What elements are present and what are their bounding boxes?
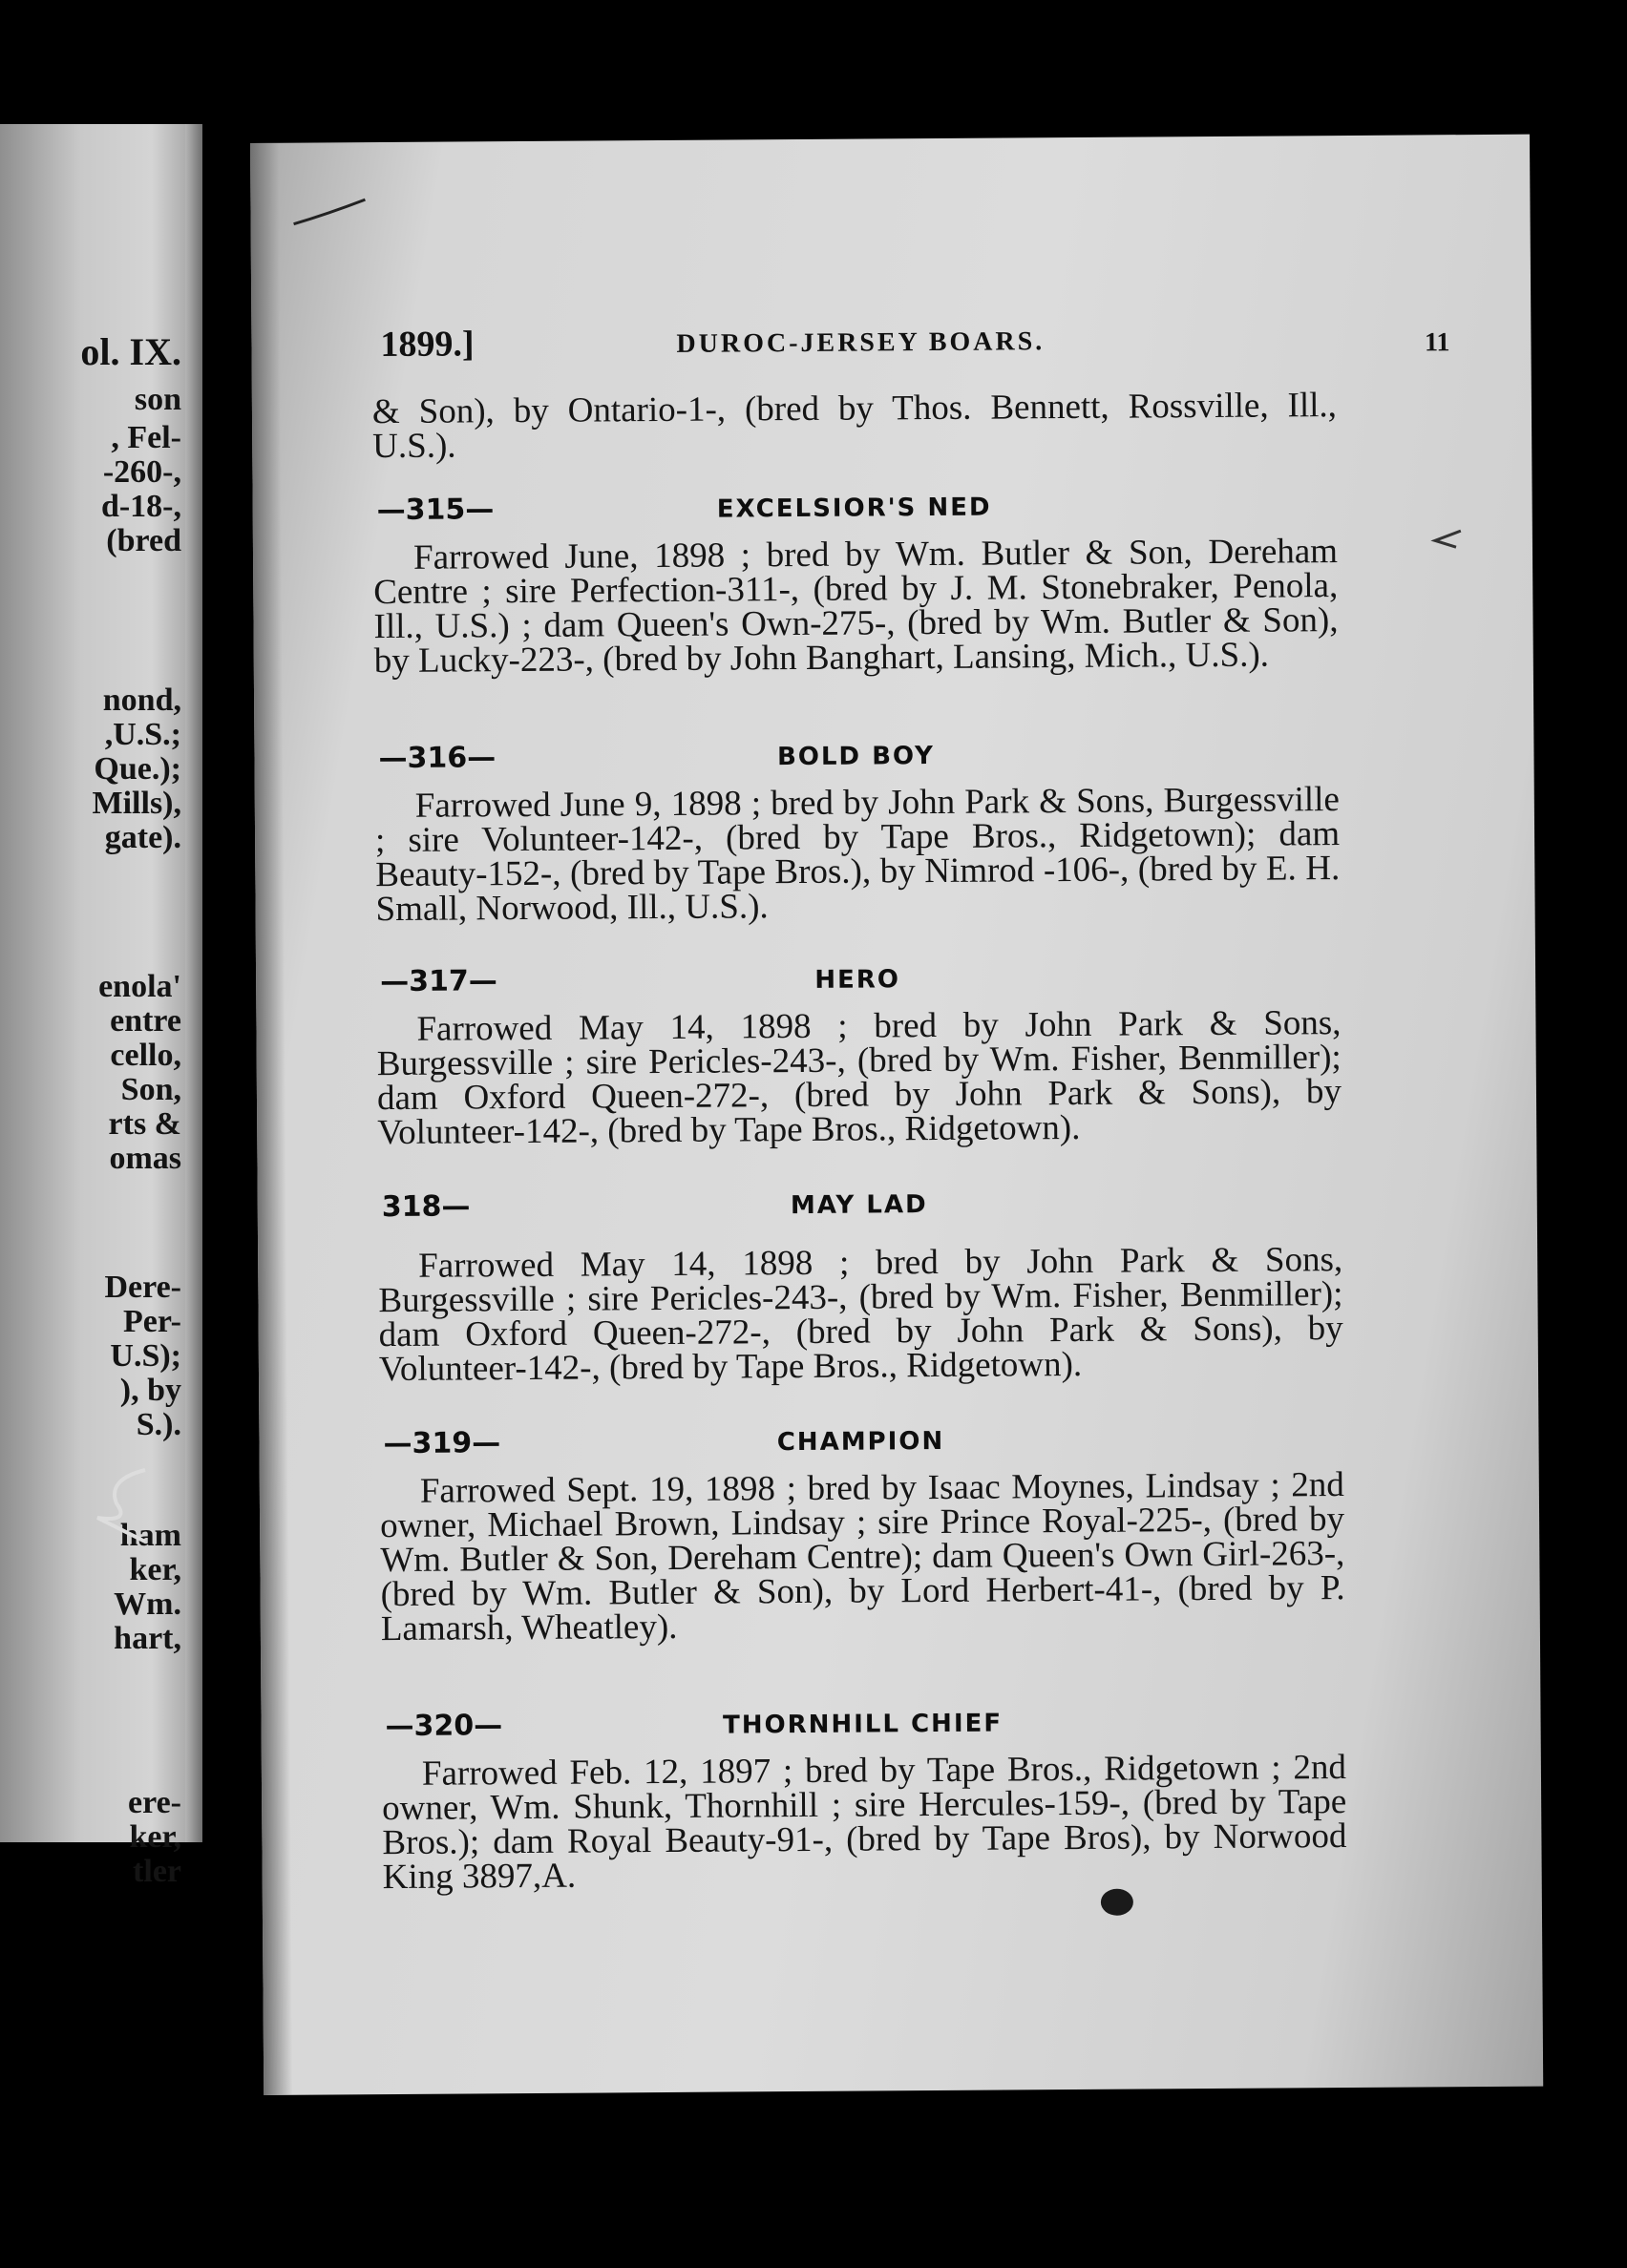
header-year: 1899.]	[380, 324, 475, 366]
entry-heading	[377, 487, 1332, 532]
margin-tick-icon	[1427, 526, 1466, 555]
ink-blot-icon	[1101, 1889, 1133, 1916]
left-fragment: ham	[119, 1518, 181, 1553]
entry-text: Farrowed June, 1898 ; bred by Wm. Butler & Son, Dereham Centre ; sire Perfection-311-, (bred by J. M. Stonebraker, Penola, Ill., U.S.) ; dam Queen's Own-275-, (bred by Wm. Butler & Son), by Lucky-223-, (bred by John Banghart, Lansing, Mich., U.S.).	[373, 532, 1339, 682]
entry-heading	[382, 1184, 1337, 1228]
entry-heading	[378, 735, 1333, 780]
entry-number: —317—	[380, 964, 497, 999]
entry-name: MAY LAD	[790, 1190, 928, 1221]
left-fragment: Son,	[120, 1072, 181, 1107]
left-fragment: Wm.	[114, 1586, 181, 1622]
continuation-text: & Son), by Ontario-1-, (bred by Thos. Bennett, Rossville, Ill., U.S.).	[371, 386, 1338, 467]
margin-squiggle-icon	[88, 1465, 164, 1551]
entry-number: —316—	[378, 741, 497, 776]
left-fragment: ,U.S.;	[104, 717, 181, 752]
left-fragment: rts &	[108, 1106, 181, 1142]
page-number: 11	[1424, 327, 1450, 358]
left-fragment: entre	[110, 1003, 181, 1039]
left-fragment: nond,	[102, 682, 181, 718]
left-fragment: Per-	[122, 1304, 181, 1339]
entry-number: —315—	[376, 493, 495, 528]
entry-heading	[385, 1703, 1340, 1748]
entry-text: Farrowed May 14, 1898 ; bred by John Park & Sons, Burgessville ; sire Pericles-243-, (bred by Wm. Fisher, Benmiller); dam Oxford Queen-272-, (bred by John Park & Sons), by Volunteer-142-, (bred by Tape Bros., Ridgetown).	[378, 1240, 1343, 1390]
left-fragment: Dere-	[104, 1270, 181, 1305]
book-page	[250, 135, 1543, 2095]
entry-name: THORNHILL CHIEF	[722, 1709, 1004, 1740]
left-fragment: ), by	[119, 1373, 181, 1408]
left-fragment: ker,	[129, 1819, 181, 1855]
entry-name: CHAMPION	[776, 1426, 945, 1458]
left-fragment: Mills),	[92, 786, 181, 821]
left-fragment: son	[134, 382, 181, 417]
left-volume-label: ol. IX.	[80, 330, 181, 373]
entry-text: Farrowed June 9, 1898 ; bred by John Park & Sons, Burgessville ; sire Volunteer-142-, (bred by Tape Bros., Ridgetown); dam Beauty-152-, (bred by Tape Bros.), by Nimrod -106-, (bred by E. H. Small, Norwood, Ill., U.S.).	[374, 780, 1341, 930]
left-fragment: tler	[133, 1854, 181, 1889]
left-fragment: gate).	[104, 820, 181, 855]
left-fragment: omas	[109, 1141, 181, 1176]
left-fragment: Que.);	[94, 751, 181, 787]
left-fragment: U.S);	[110, 1338, 181, 1374]
left-fragment: d-18-,	[100, 489, 181, 524]
left-page-fragment	[0, 124, 202, 1889]
entry-text: Farrowed May 14, 1898 ; bred by John Park & Sons, Burgessville ; sire Pericles-243-, (bred by Wm. Fisher, Benmiller); dam Oxford Queen-272-, (bred by John Park & Sons), by Volunteer-142-, (bred by Tape Bros., Ridgetown).	[376, 1003, 1342, 1153]
entry-heading	[383, 1420, 1338, 1465]
left-fragment: enola'	[98, 969, 181, 1004]
page-header	[380, 316, 1449, 371]
left-fragment: -260-,	[102, 454, 181, 490]
left-fragment: ere-	[128, 1785, 181, 1820]
entry-number: 318—	[381, 1189, 471, 1225]
entry-number: —319—	[383, 1426, 501, 1461]
left-fragment: S.).	[136, 1407, 181, 1442]
entry-name: BOLD BOY	[776, 742, 936, 772]
left-fragment: , Fel-	[111, 420, 181, 455]
left-fragment: ker,	[129, 1552, 181, 1587]
book-gutter	[185, 124, 202, 1842]
running-title: DUROC-JERSEY BOARS.	[676, 326, 1046, 359]
pencil-mark-icon	[288, 195, 374, 234]
left-fragment: hart,	[114, 1621, 181, 1656]
left-fragment: (bred	[106, 523, 181, 558]
entry-text: Farrowed Sept. 19, 1898 ; bred by Isaac Moynes, Lindsay ; 2nd owner, Michael Brown, Lindsay ; sire Prince Royal-225-, (bred by Wm. Butler & Son, Dereham Centre); dam Queen's Own Girl-263-, (bred by Wm. Butler & Son), by Lord Herbert-41-, (bred by P. Lamarsh, Wheatley).	[379, 1465, 1345, 1649]
entry-name: EXCELSIOR'S NED	[716, 493, 992, 524]
entry-name: HERO	[814, 965, 901, 995]
entry-number: —320—	[385, 1709, 503, 1744]
page-edge-shadow	[250, 143, 292, 2095]
entry-text: Farrowed Feb. 12, 1897 ; bred by Tape Bros., Ridgetown ; 2nd owner, Wm. Shunk, Thornhill ; sire Hercules-159-, (bred by Tape Bros.); dam Royal Beauty-91-, (bred by Tape Bros), by Norwood King 3897,A.	[382, 1748, 1347, 1898]
entry-heading	[380, 958, 1335, 1003]
left-fragment: cello,	[110, 1038, 181, 1073]
